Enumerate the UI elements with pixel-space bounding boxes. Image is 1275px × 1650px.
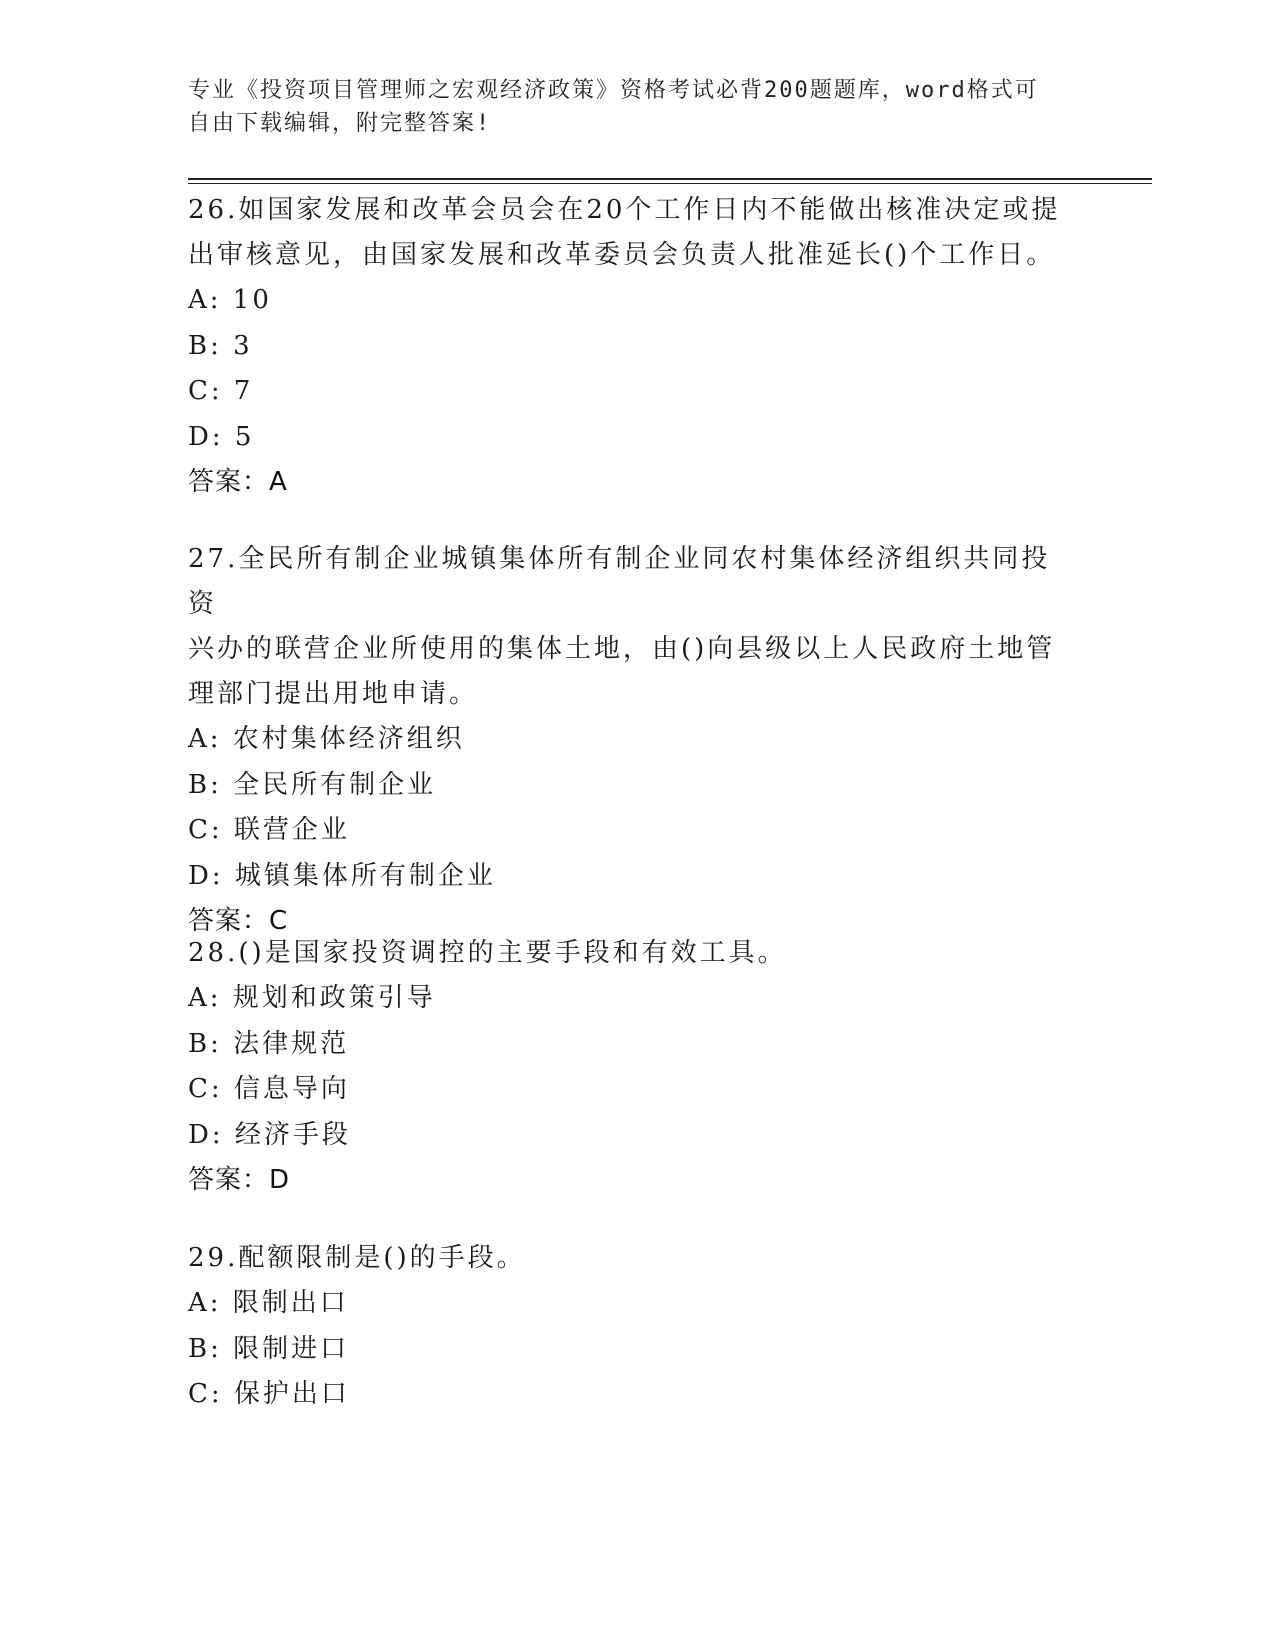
- header-divider-top: [188, 178, 1152, 180]
- option-c: C: 联营企业: [188, 815, 350, 845]
- answer: 答案：A: [188, 467, 288, 497]
- option-a: A: 限制出口: [188, 1288, 349, 1318]
- question-27: [188, 537, 1068, 944]
- question-26: [188, 188, 1068, 505]
- option-d: D: 城镇集体所有制企业: [188, 860, 496, 891]
- question-stem-line: 27.全民所有制企业城镇集体所有制企业同农村集体经济组织共同投资: [188, 544, 1051, 619]
- option-a: A: 10: [188, 285, 272, 315]
- option-c: C: 保护出口: [188, 1379, 350, 1409]
- answer: 答案：D: [188, 1165, 291, 1195]
- option-b: B: 3: [188, 330, 253, 361]
- question-stem-line: 28.()是国家投资调控的主要手段和有效工具。: [188, 938, 787, 968]
- option-c: C: 信息导向: [188, 1074, 350, 1104]
- question-stem-line: 26.如国家发展和改革会员会在20个工作日内不能做出核准决定或提: [188, 195, 1061, 225]
- option-b: B: 限制进口: [188, 1333, 350, 1364]
- option-d: D: 5: [188, 421, 255, 452]
- answer: 答案：C: [188, 906, 289, 936]
- option-a: A: 农村集体经济组织: [188, 724, 465, 754]
- question-stem-line: 理部门提出用地申请。: [188, 679, 479, 709]
- question-stem-line: 29.配额限制是()的手段。: [188, 1243, 526, 1273]
- header-line-1: 专业《投资项目管理师之宏观经济政策》资格考试必背200题题库，word格式可: [188, 78, 1039, 103]
- question-28: [188, 931, 1068, 1203]
- option-b: B: 全民所有制企业: [188, 769, 437, 800]
- option-d: D: 经济手段: [188, 1119, 351, 1150]
- header-line-2: 自由下载编辑，附完整答案!: [188, 111, 492, 136]
- question-29: [188, 1236, 1068, 1418]
- header-divider-bottom: [188, 183, 1152, 184]
- option-a: A: 规划和政策引导: [188, 983, 436, 1013]
- document-header: [188, 74, 1068, 140]
- option-b: B: 法律规范: [188, 1028, 350, 1059]
- question-stem-line: 兴办的联营企业所使用的集体土地，由()向县级以上人民政府土地管: [188, 634, 1056, 664]
- question-stem-line: 出审核意见，由国家发展和改革委员会负责人批准延长()个工作日。: [188, 240, 1056, 270]
- option-c: C: 7: [188, 376, 254, 406]
